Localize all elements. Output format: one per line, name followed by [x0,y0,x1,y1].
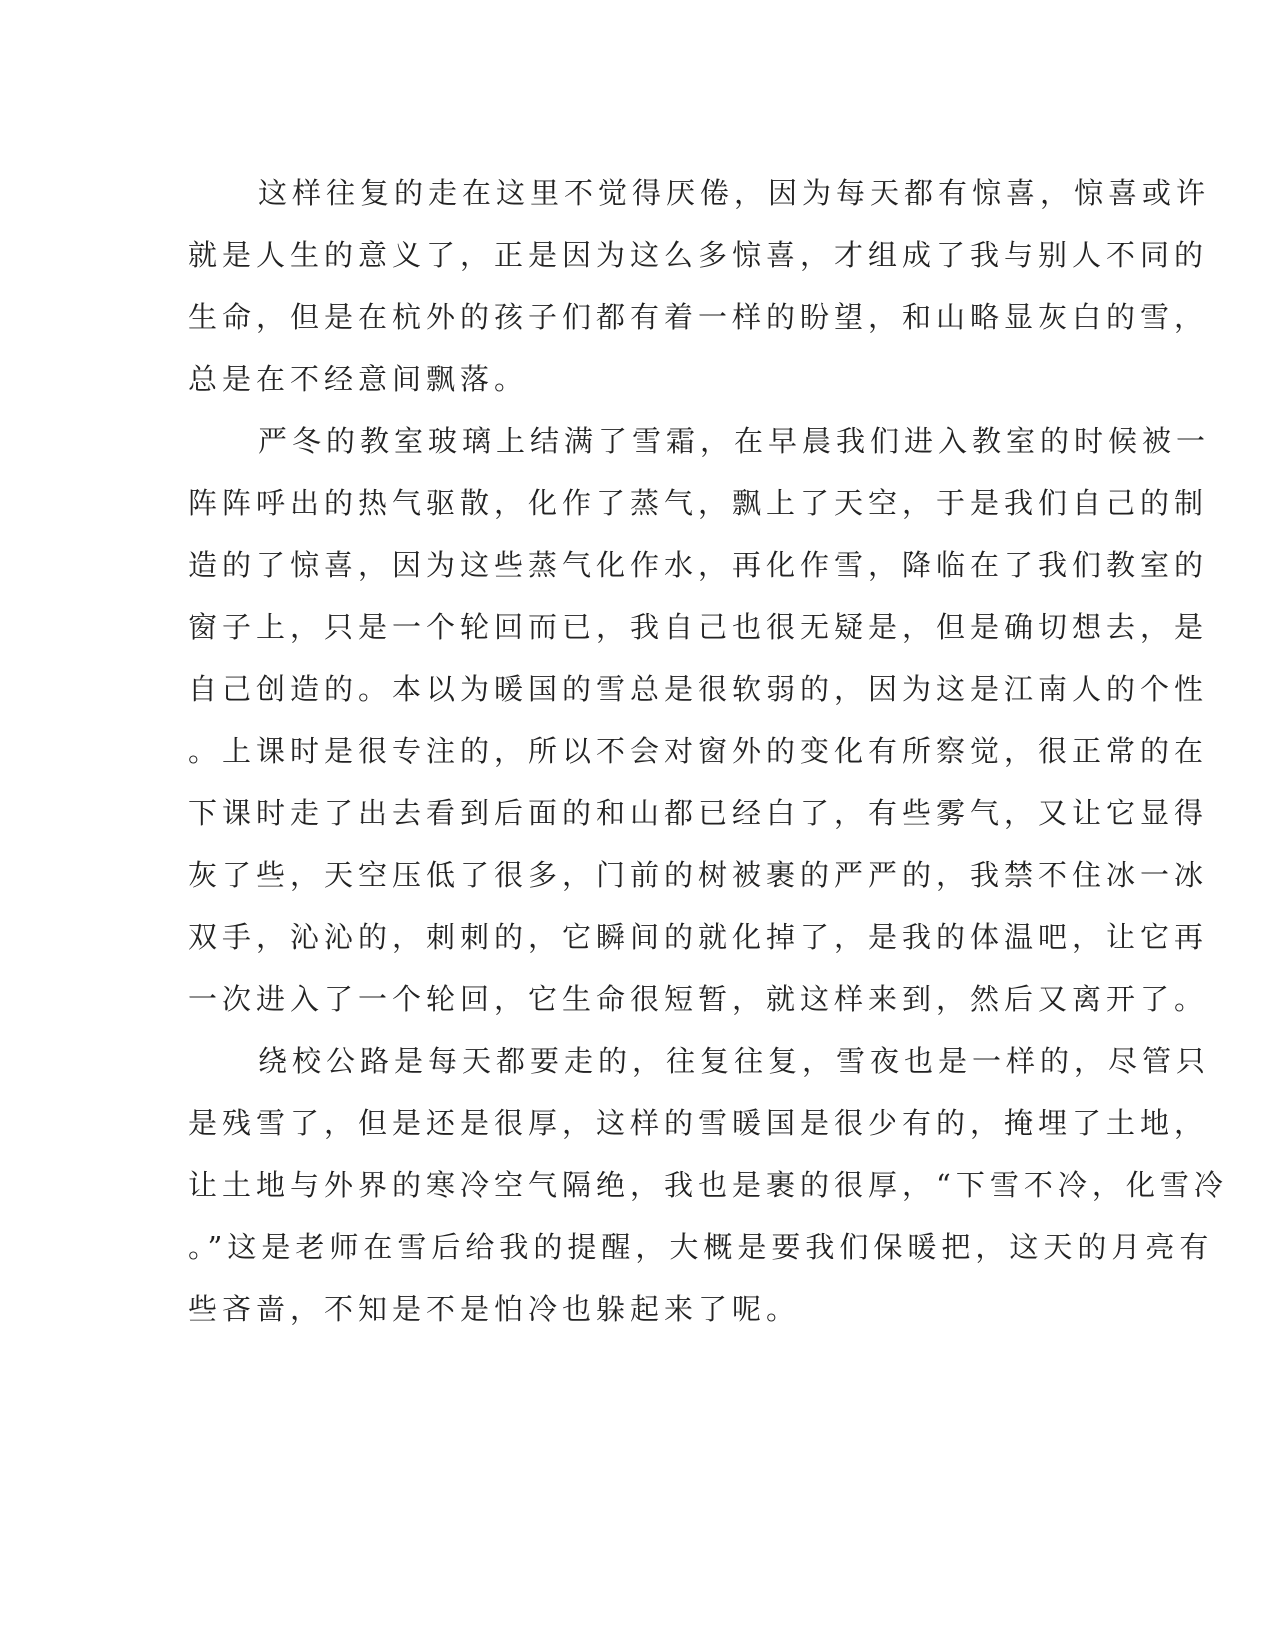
document-body [188,162,1228,1340]
text-line: 一次进入了一个轮回，它生命很短暂，就这样来到，然后又离开了。 [188,982,1209,1016]
text-line: 双手，沁沁的，刺刺的，它瞬间的就化掉了，是我的体温吧，让它再 [188,920,1209,954]
text-line: 阵阵呼出的热气驱散，化作了蒸气，飘上了天空，于是我们自己的制 [188,486,1209,520]
text-line: 些吝啬，不知是不是怕冷也躲起来了呢。 [188,1292,801,1326]
text-line: 这样往复的走在这里不觉得厌倦，因为每天都有惊喜，惊喜或许 [258,176,1211,210]
text-line: 造的了惊喜，因为这些蒸气化作水，再化作雪，降临在了我们教室的 [188,548,1209,582]
text-line: 绕校公路是每天都要走的，往复往复，雪夜也是一样的，尽管只 [258,1044,1211,1078]
text-line: 。上课时是很专注的，所以不会对窗外的变化有所察觉，很正常的在 [188,734,1209,768]
text-line: 严冬的教室玻璃上结满了雪霜，在早晨我们进入教室的时候被一 [258,424,1211,458]
text-line: 是残雪了，但是还是很厚，这样的雪暖国是很少有的，掩埋了土地， [188,1106,1209,1140]
paragraph-3 [188,1030,1228,1340]
text-line: 自己创造的。本以为暖国的雪总是很软弱的，因为这是江南人的个性 [188,672,1209,706]
text-line: 下课时走了出去看到后面的和山都已经白了，有些雾气，又让它显得 [188,796,1209,830]
text-line: 灰了些，天空压低了很多，门前的树被裹的严严的，我禁不住冰一冰 [188,858,1209,892]
paragraph-2 [188,410,1211,1030]
text-line: 总是在不经意间飘落。 [188,362,529,396]
paragraph-1 [188,162,1211,410]
text-line: 。”这是老师在雪后给我的提醒，大概是要我们保暖把，这天的月亮有 [188,1230,1214,1264]
text-line: 就是人生的意义了，正是因为这么多惊喜，才组成了我与别人不同的 [188,238,1209,272]
text-line: 让土地与外界的寒冷空气隔绝，我也是裹的很厚，“下雪不冷，化雪冷 [188,1168,1228,1202]
text-line: 生命，但是在杭外的孩子们都有着一样的盼望，和山略显灰白的雪， [188,300,1209,334]
text-line: 窗子上，只是一个轮回而已，我自己也很无疑是，但是确切想去，是 [188,610,1209,644]
